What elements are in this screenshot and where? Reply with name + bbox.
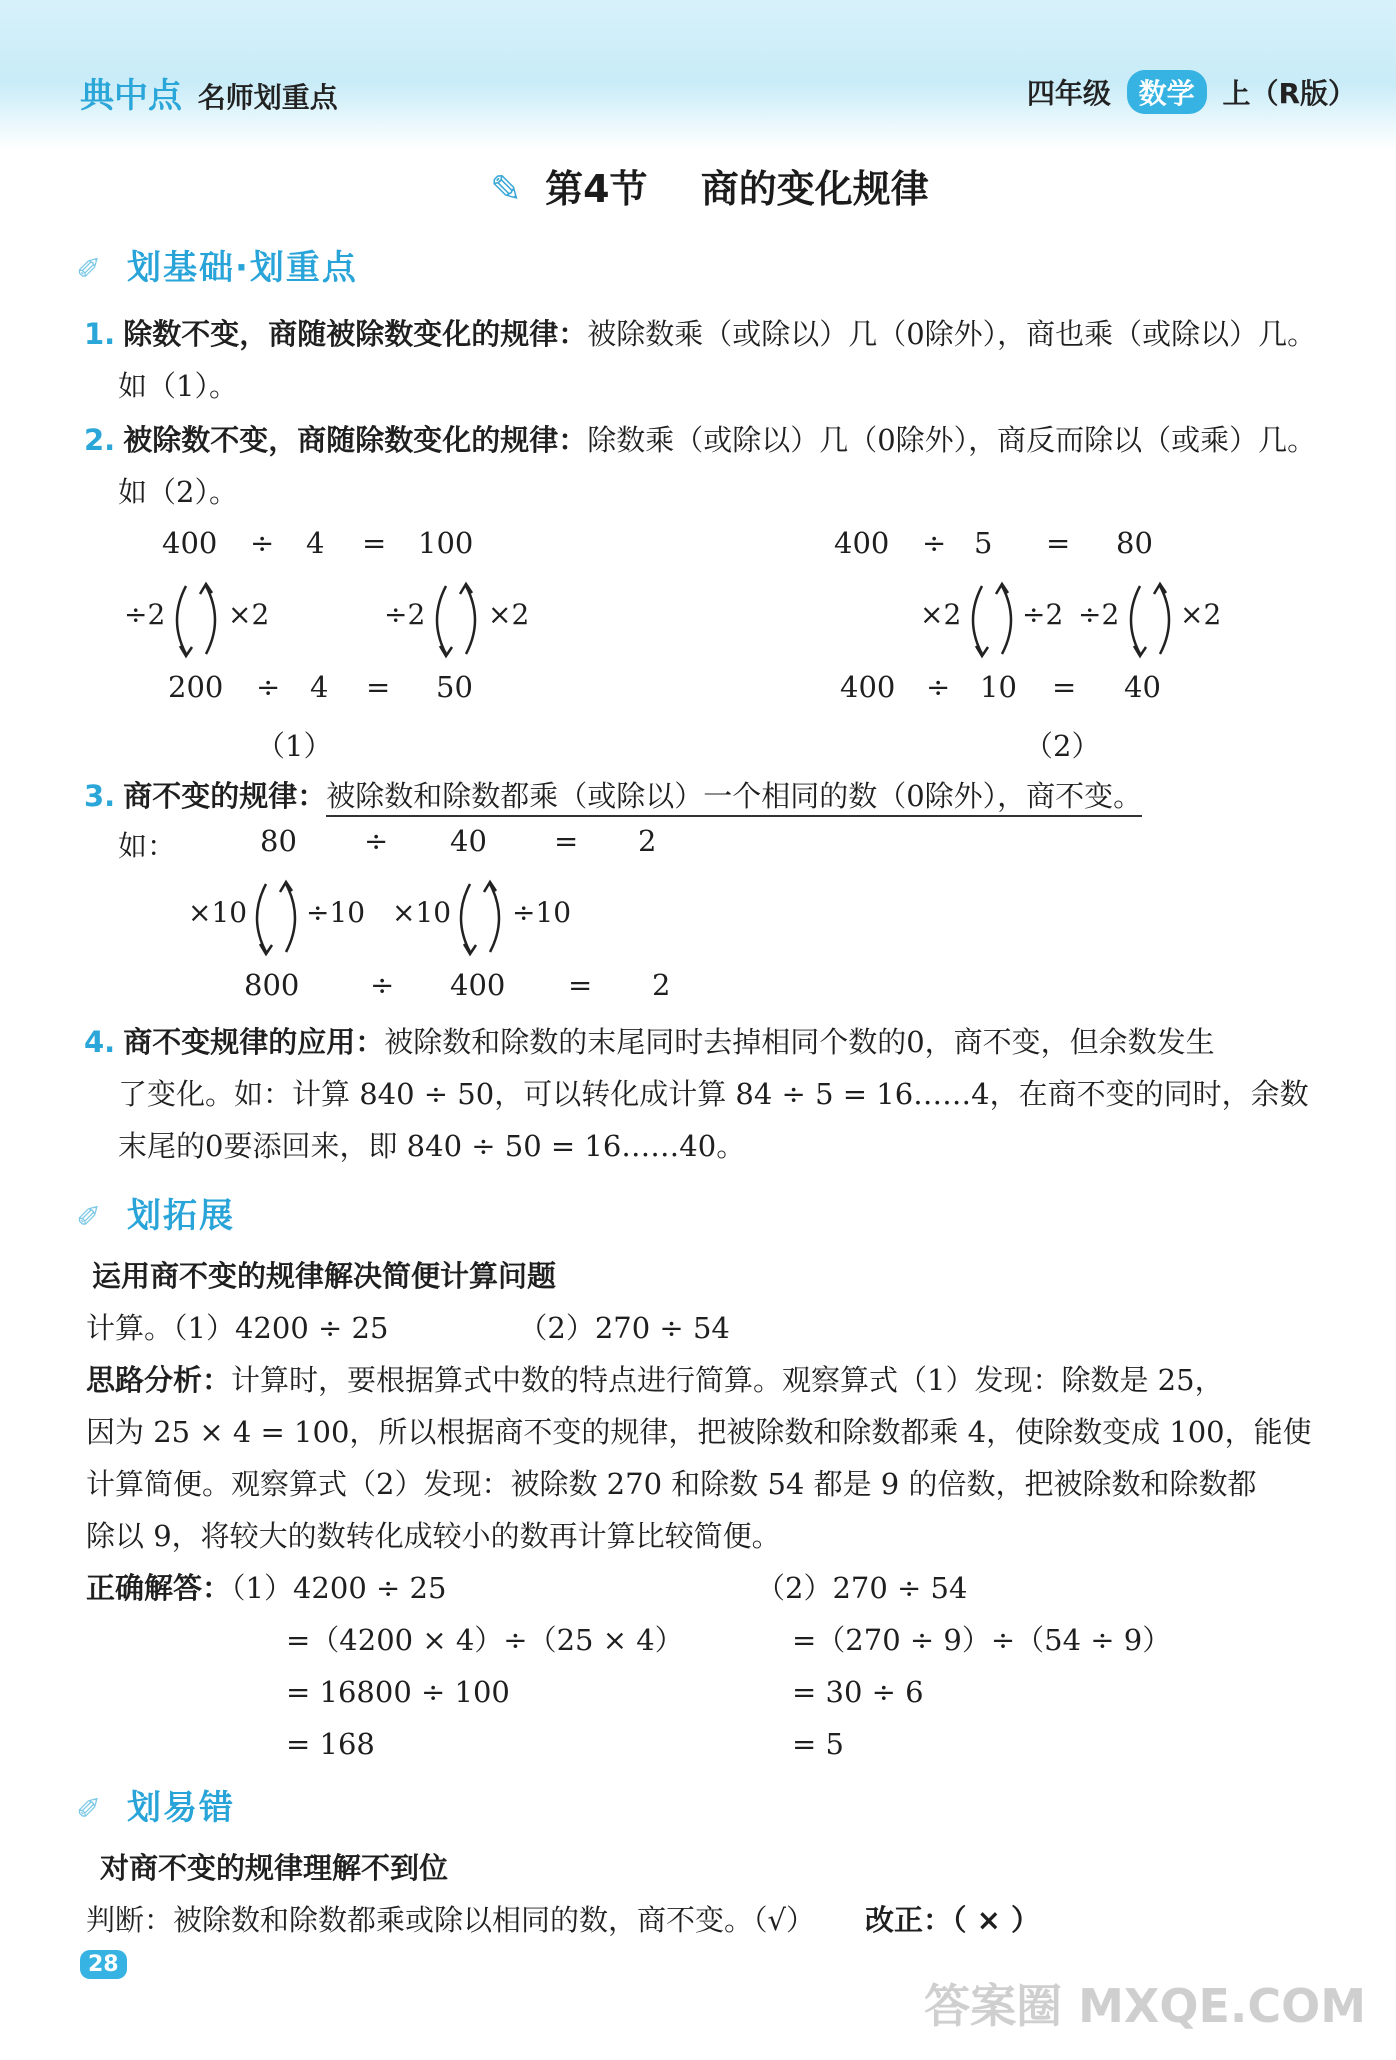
ex2-left-op-down: ×2 xyxy=(920,598,962,631)
ex2-top-divisor: 5 xyxy=(974,526,993,560)
ex2-bottom-dividend: 400 xyxy=(840,670,896,704)
ex1-bottom-quotient: 50 xyxy=(436,670,473,704)
grade-label: 四年级 xyxy=(1026,77,1111,110)
ex2-top-op: ÷ xyxy=(922,526,947,560)
mistakes-judge-line xyxy=(86,1894,1040,1946)
ex3-top-eq: = xyxy=(554,824,579,858)
ex2-left-arrows-icon xyxy=(962,580,1022,660)
leaf-icon: ✎ xyxy=(490,167,522,211)
ex1-right-op-down: ÷2 xyxy=(384,598,426,631)
series-title: 名师划重点 xyxy=(197,81,338,114)
rule-1-cont: 如（1）。 xyxy=(118,369,238,403)
ex3-prefix: 如： xyxy=(118,829,177,863)
pencil-icon: ✐ xyxy=(76,1792,104,1827)
page-number: 28 xyxy=(80,1950,127,1979)
ex2-bottom-divisor: 10 xyxy=(980,670,1017,704)
answer-line-1 xyxy=(86,1562,446,1614)
ex3-bottom-op: ÷ xyxy=(370,968,395,1002)
subject-badge: 数学 xyxy=(1127,70,1207,114)
ex3-left-arrows-icon xyxy=(246,878,306,958)
ex1-top-quotient: 100 xyxy=(418,526,474,560)
answer-1-step-2: = 16800 ÷ 100 xyxy=(286,1675,510,1709)
section-title xyxy=(490,158,929,213)
ex1-bottom-divisor: 4 xyxy=(310,670,329,704)
ex1-top-op: ÷ xyxy=(250,526,275,560)
ex3-top-dividend: 80 xyxy=(260,824,297,858)
section-number: 第4节 xyxy=(545,167,648,211)
pencil-icon: ✐ xyxy=(76,1200,104,1235)
mistakes-heading xyxy=(76,1780,235,1829)
ex1-bottom-op: ÷ xyxy=(256,670,281,704)
analysis-line-3: 计算简便。观察算式（2）发现：被除数 270 和除数 54 都是 9 的倍数，把被除数和除数都 xyxy=(86,1467,1257,1501)
extend-topic: 运用商不变的规律解决简便计算问题 xyxy=(92,1259,557,1293)
calc-label: 计算。 xyxy=(86,1311,174,1345)
ex1-top-dividend: 400 xyxy=(162,526,218,560)
basics-heading-text: 划基础·划重点 xyxy=(126,248,358,288)
rule-2-lead: 被除数不变，商随除数变化的规律： xyxy=(123,423,588,457)
rule-2-number: 2. xyxy=(84,423,116,457)
analysis-line-2: 因为 25 × 4 = 100，所以根据商不变的规律，把被除数和除数都乘 4，使除数变成 100，能使 xyxy=(86,1415,1312,1449)
ex2-top-quotient: 80 xyxy=(1116,526,1153,560)
ex2-bottom-op: ÷ xyxy=(926,670,951,704)
ex3-top-quotient: 2 xyxy=(638,824,657,858)
extend-heading xyxy=(76,1188,235,1237)
answer-1-step-0: （1）4200 ÷ 25 xyxy=(231,1571,447,1605)
volume-label: 上（R版） xyxy=(1222,77,1356,110)
ex1-right-arrows-icon xyxy=(426,580,486,660)
ex3-top-op: ÷ xyxy=(364,824,389,858)
rule-4-lead: 商不变规律的应用： xyxy=(123,1025,385,1059)
header-grade xyxy=(1027,70,1356,114)
rule-1-text: 被除数乘（或除以）几（0除外），商也乘（或除以）几。 xyxy=(587,317,1317,351)
ex1-left-op-up: ×2 xyxy=(228,598,270,631)
answer-1-step-1: =（4200 × 4）÷（25 × 4） xyxy=(286,1623,684,1657)
answer-2-step-0: （2）270 ÷ 54 xyxy=(756,1571,968,1605)
answer-lead: 正确解答： xyxy=(86,1571,232,1605)
extend-heading-text: 划拓展 xyxy=(126,1196,235,1236)
ex2-top-eq: = xyxy=(1046,526,1071,560)
ex1-bottom-dividend: 200 xyxy=(168,670,224,704)
mistakes-judge: 判断：被除数和除数都乘或除以相同的数，商不变。（√） xyxy=(86,1903,815,1937)
rule-3 xyxy=(84,770,1142,822)
rule-2-text: 除数乘（或除以）几（0除外），商反而除以（或乘）几。 xyxy=(587,423,1317,457)
rule-1 xyxy=(84,308,1316,360)
analysis-text-1: 计算时，要根据算式中数的特点进行简算。观察算式（1）发现：除数是 25， xyxy=(231,1363,1224,1397)
analysis-line-1 xyxy=(86,1354,1224,1406)
ex1-top-eq: = xyxy=(362,526,387,560)
answer-2-step-1: =（270 ÷ 9）÷（54 ÷ 9） xyxy=(792,1623,1172,1657)
ex3-left-op-down: ×10 xyxy=(188,896,248,929)
ex1-left-arrows-icon xyxy=(166,580,226,660)
rule-1-number: 1. xyxy=(84,317,116,351)
rule-4-line-3: 末尾的0要添回来，即 840 ÷ 50 = 16……40。 xyxy=(118,1129,746,1163)
ex2-left-op-up: ÷2 xyxy=(1022,598,1064,631)
ex1-label: （1） xyxy=(256,729,333,763)
calc-2: （2）270 ÷ 54 xyxy=(518,1311,730,1345)
calc-1: （1）4200 ÷ 25 xyxy=(173,1311,389,1345)
extend-calc xyxy=(86,1302,730,1354)
pencil-icon: ✐ xyxy=(76,252,104,287)
analysis-line-4: 除以 9，将较大的数转化成较小的数再计算比较简便。 xyxy=(86,1519,781,1553)
ex2-right-op-down: ÷2 xyxy=(1078,598,1120,631)
ex2-right-op-up: ×2 xyxy=(1180,598,1222,631)
ex2-label: （2） xyxy=(1024,729,1101,763)
answer-2-step-2: = 30 ÷ 6 xyxy=(792,1675,924,1709)
ex3-right-op-down: ×10 xyxy=(392,896,452,929)
ex1-top-divisor: 4 xyxy=(306,526,325,560)
ex3-bottom-eq: = xyxy=(568,968,593,1002)
rule-3-number: 3. xyxy=(84,779,116,813)
ex3-right-arrows-icon xyxy=(450,878,510,958)
analysis-lead: 思路分析： xyxy=(86,1363,232,1397)
mistakes-heading-text: 划易错 xyxy=(126,1788,235,1828)
ex3-bottom-dividend: 800 xyxy=(244,968,300,1002)
section-name: 商的变化规律 xyxy=(700,167,929,211)
rule-4 xyxy=(84,1016,1215,1068)
answer-2-step-3: = 5 xyxy=(792,1727,844,1761)
ex3-bottom-quotient: 2 xyxy=(652,968,671,1002)
ex2-bottom-eq: = xyxy=(1052,670,1077,704)
mistakes-fix: 改正：（ × ） xyxy=(864,1903,1040,1937)
ex2-right-arrows-icon xyxy=(1120,580,1180,660)
rule-4-number: 4. xyxy=(84,1025,116,1059)
ex1-bottom-eq: = xyxy=(366,670,391,704)
rule-3-lead: 商不变的规律： xyxy=(123,779,327,813)
rule-4-line-1: 被除数和除数的末尾同时去掉相同个数的0，商不变，但余数发生 xyxy=(384,1025,1215,1059)
basics-heading xyxy=(76,240,358,289)
rule-4-line-2: 了变化。如：计算 840 ÷ 50，可以转化成计算 84 ÷ 5 = 16……4，在商不变的同时，余数 xyxy=(118,1077,1309,1111)
rule-2 xyxy=(84,414,1316,466)
ex1-left-op-down: ÷2 xyxy=(124,598,166,631)
ex2-top-dividend: 400 xyxy=(834,526,890,560)
header-series xyxy=(80,68,338,117)
watermark: 答案圈 MXQE.COM xyxy=(924,1979,1366,2033)
ex3-top-divisor: 40 xyxy=(450,824,487,858)
ex1-right-op-up: ×2 xyxy=(488,598,530,631)
brand-logo: 典中点 xyxy=(80,76,182,116)
ex3-left-op-up: ÷10 xyxy=(306,896,366,929)
answer-1-step-3: = 168 xyxy=(286,1727,375,1761)
rule-2-cont: 如（2）。 xyxy=(118,475,238,509)
rule-1-lead: 除数不变，商随被除数变化的规律： xyxy=(123,317,588,351)
mistakes-topic: 对商不变的规律理解不到位 xyxy=(100,1851,449,1885)
rule-3-text: 被除数和除数都乘（或除以）一个相同的数（0除外），商不变。 xyxy=(326,779,1142,817)
ex2-bottom-quotient: 40 xyxy=(1124,670,1161,704)
ex3-bottom-divisor: 400 xyxy=(450,968,506,1002)
ex3-right-op-up: ÷10 xyxy=(512,896,572,929)
